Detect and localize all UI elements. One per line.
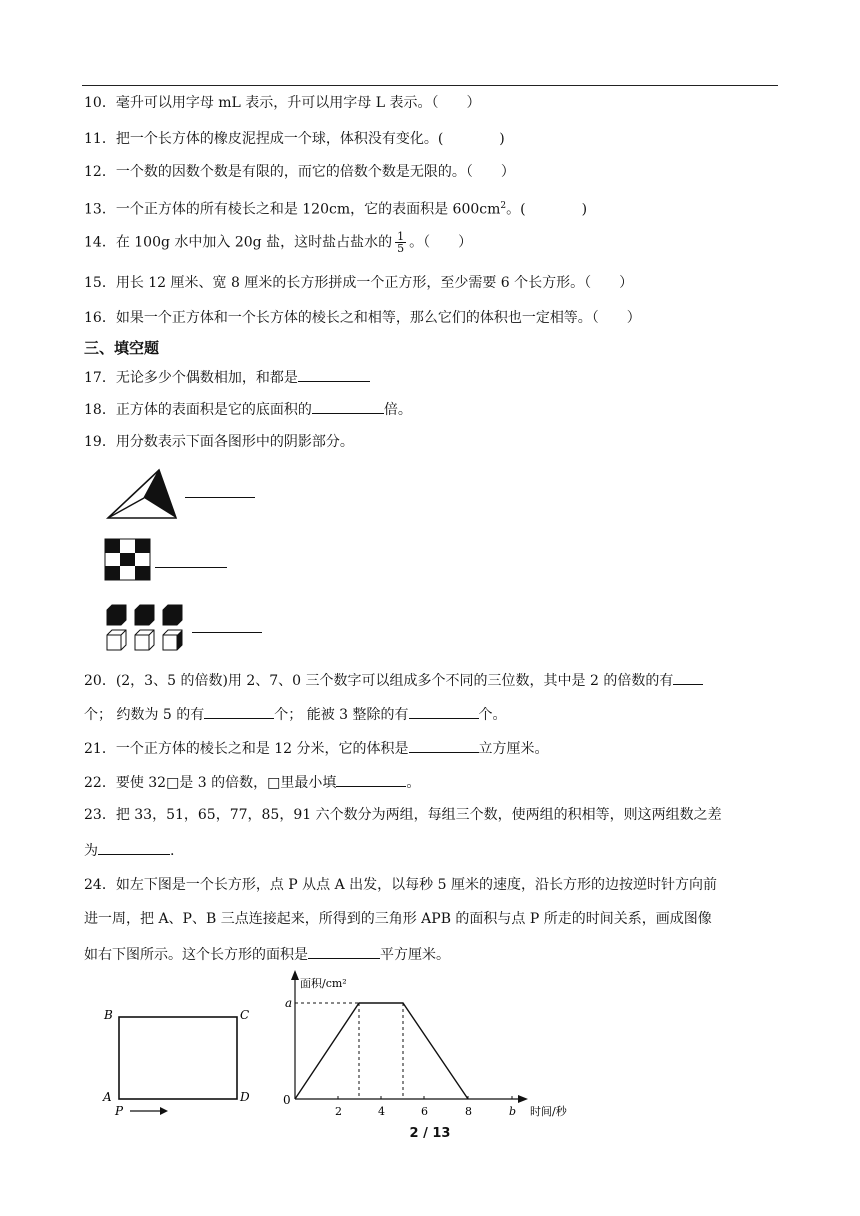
area-time-graph — [272, 966, 602, 1126]
y-axis-arrow-icon — [291, 970, 299, 980]
q21-text: 21．一个正方体的棱长之和是 12 分米，它的体积是 — [84, 741, 409, 757]
question-15: 15．用长 12 厘米、宽 8 厘米的长方形拼成一个正方形，至少需要 6 个长方形。（ ） — [84, 275, 634, 291]
q14-fraction — [395, 231, 406, 254]
question-14 — [84, 231, 472, 254]
question-19: 19．用分数表示下面各图形中的阴影部分。 — [84, 434, 354, 450]
question-23-line1: 23．把 33，51，65，77，85，91 六个数分为两组，每组三个数，使两组的积相等，则这两组数之差 — [84, 807, 722, 823]
q14-denominator: 5 — [397, 242, 405, 255]
answer-blank[interactable] — [336, 772, 406, 787]
question-24-line2: 进一周，把 A、P、B 三点连接起来，所得到的三角形 APB 的面积与点 P 所走的时间关系，画成图像 — [84, 911, 712, 927]
q18-tail: 倍。 — [383, 402, 412, 418]
label-d: D — [240, 1090, 250, 1104]
q14-numerator: 1 — [397, 230, 405, 243]
x-tick-label: 8 — [465, 1105, 472, 1118]
question-20-line2 — [84, 704, 507, 724]
label-c: C — [240, 1008, 250, 1022]
question-13 — [84, 197, 587, 219]
question-10: 10．毫升可以用字母 mL 表示，升可以用字母 L 表示。（ ） — [84, 95, 481, 111]
question-24-line1: 24．如左下图是一个长方形，点 P 从点 A 出发，以每秒 5 厘米的速度，沿长方形的边按逆时针方向前 — [84, 877, 717, 893]
q24-tail: 平方厘米。 — [380, 947, 450, 963]
rectangle-diagram — [98, 1005, 268, 1120]
q13-text: 13．一个正方体的所有棱长之和是 120cm，它的表面积是 600cm — [84, 201, 501, 218]
question-24-line3 — [84, 944, 450, 964]
label-p: P — [115, 1104, 124, 1118]
q18-text: 18．正方体的表面积是它的底面积的 — [84, 402, 312, 418]
cubes-figure — [104, 604, 188, 654]
answer-blank[interactable] — [204, 704, 274, 719]
question-17 — [84, 367, 370, 387]
y-axis-label: 面积/cm² — [300, 977, 347, 990]
q23-text: 为 — [84, 843, 98, 859]
answer-blank[interactable] — [298, 367, 370, 382]
shaded-triangle-figure — [104, 468, 180, 522]
question-11: 11．把一个长方体的橡皮泥捏成一个球，体积没有变化。( ) — [84, 131, 505, 147]
x-tick-label: 4 — [378, 1105, 385, 1118]
answer-blank[interactable] — [673, 670, 703, 685]
checkerboard-figure — [104, 538, 152, 582]
label-b: B — [104, 1008, 113, 1022]
question-16: 16．如果一个正方体和一个长方体的棱长之和相等，那么它们的体积也一定相等。（ ） — [84, 310, 641, 326]
q13-tail: 。( ) — [506, 201, 588, 218]
area-curve — [295, 1003, 468, 1099]
question-18 — [84, 399, 412, 419]
origin-label: 0 — [283, 1093, 291, 1107]
x-axis-label: 时间/秒 — [530, 1105, 567, 1118]
section-title-fill-in: 三、填空题 — [84, 339, 160, 357]
q14-text: 14．在 100g 水中加入 20g 盐，这时盐占盐水的 — [84, 234, 393, 251]
q20-part2: 个； 能被 3 整除的有 — [274, 707, 409, 723]
answer-blank[interactable] — [192, 632, 262, 633]
q20-part3: 个。 — [478, 707, 507, 723]
page-number: 2 / 13 — [409, 1126, 451, 1141]
label-a: A — [103, 1090, 112, 1104]
header-rule — [82, 85, 778, 86]
question-12: 12．一个数的因数个数是有限的，而它的倍数个数是无限的。（ ） — [84, 164, 515, 180]
q20-text: 20．(2，3、5 的倍数)用 2、7、0 三个数字可以组成多个不同的三位数，其中是 2 的倍数的有 — [84, 673, 674, 689]
answer-blank[interactable] — [308, 944, 380, 959]
q14-tail: 。（ ） — [409, 234, 473, 251]
q21-tail: 立方厘米。 — [478, 741, 549, 757]
q24-text: 如右下图所示。这个长方形的面积是 — [84, 947, 308, 963]
question-21 — [84, 738, 549, 758]
question-22 — [84, 772, 420, 792]
q22-text: 22．要使 32□是 3 的倍数，□里最小填 — [84, 775, 337, 791]
x-tick-label: 2 — [335, 1105, 342, 1118]
answer-blank[interactable] — [409, 738, 479, 753]
answer-blank[interactable] — [155, 567, 227, 568]
x-tick-label: b — [509, 1105, 517, 1118]
answer-blank[interactable] — [312, 399, 384, 414]
question-20-line1 — [84, 670, 703, 690]
label-a-value: a — [285, 996, 293, 1010]
x-axis-arrow-icon — [518, 1095, 528, 1103]
q23-tail: . — [170, 843, 175, 859]
answer-blank[interactable] — [409, 704, 479, 719]
q22-tail: 。 — [406, 775, 421, 791]
q13-superscript: 2 — [500, 201, 507, 211]
q17-text: 17．无论多少个偶数相加，和都是 — [84, 370, 298, 386]
q20-part1: 个； 约数为 5 的有 — [84, 707, 205, 723]
x-tick-label: 6 — [421, 1105, 428, 1118]
arrow-icon — [160, 1107, 168, 1115]
answer-blank[interactable] — [98, 840, 170, 855]
answer-blank[interactable] — [185, 497, 255, 498]
question-23-line2 — [84, 840, 174, 860]
